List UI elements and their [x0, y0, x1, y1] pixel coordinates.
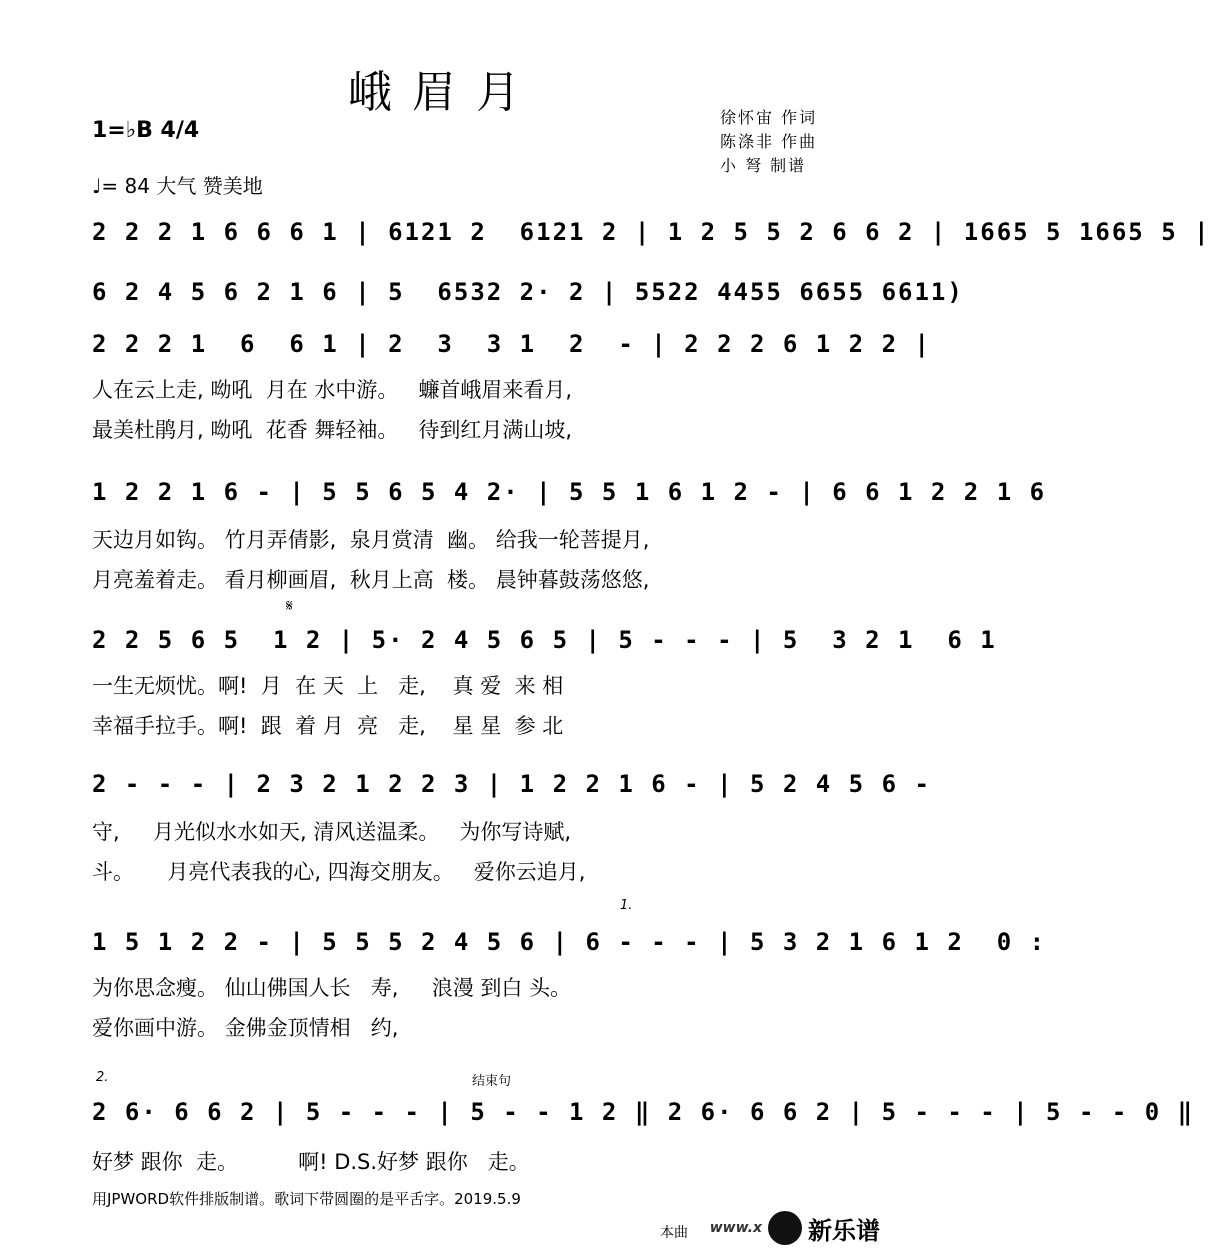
- lyric-line-4b: 月亮羞着走。 看月柳画眉, 秋月上高 楼。 晨钟暮鼓荡悠悠,: [92, 568, 650, 592]
- lyric-line-3b: 最美杜鹃月, 呦吼 花香 舞轻袖。 待到红月满山坡,: [92, 418, 573, 442]
- lyric-line-3a: 人在云上走, 呦吼 月在 水中游。 蠊首峨眉来看月,: [92, 378, 573, 402]
- lyric-line-6a: 守, 月光似水水如天, 清风送温柔。 为你写诗赋,: [92, 820, 572, 844]
- score-line-5: 2 2 5 6 5 1 2 | 5· 2 4 5 6 5 | 5 - - - | 5 3 2 1 6 1: [92, 626, 997, 654]
- record-icon: [768, 1211, 802, 1245]
- lyric-line-5b: 幸福手拉手。啊! 跟 着 月 亮 走, 星 星 参 北: [92, 714, 564, 738]
- logo-text: 新乐谱: [808, 1216, 880, 1245]
- score-line-2: 6 2 4 5 6 2 1 6 | 5 6532 2· 2 | 5522 4455 6655 6611): [92, 278, 964, 306]
- score-line-8: 2 6· 6 6 2 | 5 - - - | 5 - - 1 2 ‖ 2 6· 6 6 2 | 5 - - - | 5 - - 0 ‖: [92, 1098, 1195, 1126]
- site-logo[interactable]: [710, 1208, 880, 1248]
- composer: 陈涤非 作曲: [720, 132, 818, 151]
- page-title: 峨眉月: [348, 67, 540, 118]
- score-line-4: 1 2 2 1 6 - | 5 5 6 5 4 2· | 5 5 1 6 1 2 - | 6 6 1 2 2 1 6: [92, 478, 1047, 506]
- arranger: 小 弩 制谱: [720, 156, 807, 175]
- volta-1: 1.: [620, 898, 633, 913]
- lyricist: 徐怀宙 作词: [720, 108, 818, 127]
- segno-sign: 𝄋: [286, 596, 293, 615]
- lyric-line-8: 好梦 跟你 走。 啊! D.S.好梦 跟你 走。: [92, 1150, 530, 1174]
- score-line-1: 2 2 2 1 6 6 6 1 | 6121 2 6121 2 | 1 2 5 5 2 6 6 2 | 1665 5 1665 5 |: [92, 218, 1211, 246]
- lyric-line-7a: 为你思念瘦。 仙山佛国人长 寿, 浪漫 到白 头。: [92, 976, 572, 1000]
- lyric-line-4a: 天边月如钩。 竹月弄倩影, 泉月赏清 幽。 给我一轮菩提月,: [92, 528, 650, 552]
- site-url: www.x: [709, 1220, 762, 1236]
- key-signature: 1=♭B 4/4: [92, 118, 200, 143]
- lyric-line-5a: 一生无烦忧。啊! 月 在 天 上 走, 真 爱 来 相: [92, 674, 564, 698]
- coda-label: 结束句: [472, 1074, 512, 1089]
- score-line-3: 2 2 2 1 6 6 1 | 2 3 3 1 2 - | 2 2 2 6 1 2 2 |: [92, 330, 931, 358]
- score-line-7: 1 5 1 2 2 - | 5 5 5 2 4 5 6 | 6 - - - | 5 3 2 1 6 1 2 0 :: [92, 928, 1047, 956]
- footer-note: 用JPWORD软件排版制谱。歌词下带圆圈的是平舌字。2019.5.9: [92, 1190, 521, 1208]
- score-line-6: 2 - - - | 2 3 2 1 2 2 3 | 1 2 2 1 6 - | 5 2 4 5 6 -: [92, 770, 931, 798]
- lyric-line-7b: 爱你画中游。 金佛金顶情相 约,: [92, 1016, 399, 1040]
- tempo-marking: ♩= 84 大气 赞美地: [92, 174, 263, 198]
- volta-2: 2.: [96, 1070, 109, 1085]
- lyric-line-6b: 斗。 月亮代表我的心, 四海交朋友。 爱你云追月,: [92, 860, 586, 884]
- footer-partial-text: 本曲: [660, 1225, 688, 1241]
- credits: [720, 106, 817, 178]
